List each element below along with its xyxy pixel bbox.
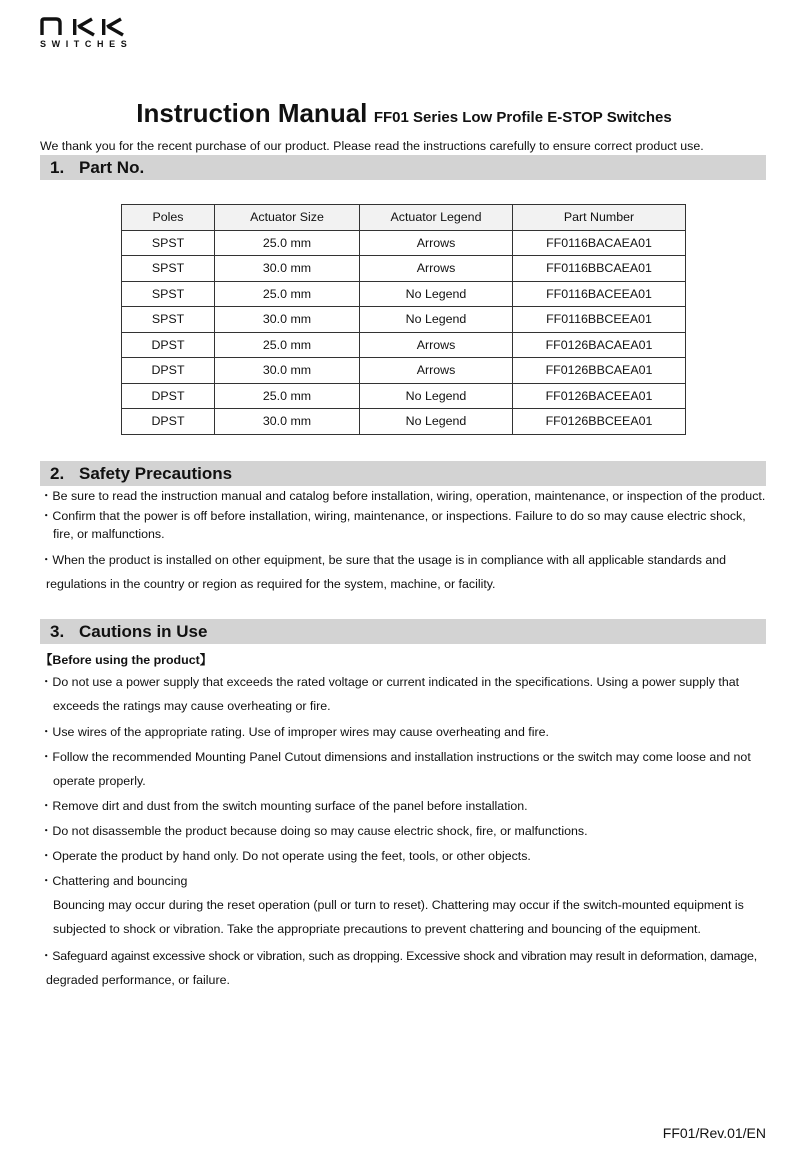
table-row [122,281,686,307]
table-row [122,307,686,333]
table-cell: FF0116BBCEEA01 [513,307,686,333]
nkk-logo-icon [40,17,140,37]
section-title: Part No. [79,158,145,177]
table-row [122,332,686,358]
table-cell: DPST [122,409,215,435]
table-cell: Arrows [360,230,513,256]
caution-line: ・Follow the recommended Mounting Panel Cutout dimensions and installation instructions or the switch may come loose and not [40,750,751,764]
safety-item-line: ・Confirm that the power is off before installation, wiring, maintenance, or inspections. Failure to do so may cause electric shock, [40,509,746,523]
table-cell: FF0116BBCAEA01 [513,256,686,282]
caution-item: ・Remove dirt and dust from the switch mounting surface of the panel before installation. [40,799,528,813]
logo-subtitle: SWITCHES [40,39,133,49]
table-cell: 25.0 mm [215,332,360,358]
title-sub: FF01 Series Low Profile E-STOP Switches [373,109,672,126]
table-cell: FF0126BBCAEA01 [513,358,686,384]
table-cell: Arrows [360,358,513,384]
table-cell: DPST [122,383,215,409]
safety-item [40,548,768,596]
table-cell: 30.0 mm [215,307,360,333]
table-cell: Arrows [360,332,513,358]
table-cell: FF0126BACAEA01 [513,332,686,358]
table-row [122,383,686,409]
document-id: FF01/Rev.01/EN [662,1125,766,1141]
table-cell: 25.0 mm [215,383,360,409]
table-cell: SPST [122,256,215,282]
table-cell: SPST [122,281,215,307]
caution-line: degraded performance, or failure. [46,973,230,987]
caution-item: ・Operate the product by hand only. Do not operate using the feet, tools, or other objects. [40,849,531,863]
page-title [0,98,808,129]
section-title: Safety Precautions [79,464,233,483]
table-header-row [122,205,686,231]
caution-line: ・Safeguard against excessive shock or vibration, such as dropping. Excessive shock and vibration may result in deformation, damage, [40,949,757,963]
caution-line: Bouncing may occur during the reset operation (pull or turn to reset). Chattering may occur if the switch-mounted equipment is [53,898,744,912]
table-cell: 25.0 mm [215,281,360,307]
table-cell: SPST [122,230,215,256]
caution-line: exceeds the ratings may cause overheating or fire. [53,699,331,713]
table-cell: SPST [122,307,215,333]
table-row [122,409,686,435]
table-cell: 30.0 mm [215,256,360,282]
nkk-logo [40,17,144,51]
caution-item [40,745,768,793]
intro-text: We thank you for the recent purchase of our product. Please read the instructions carefully to ensure correct product use. [40,139,704,153]
column-header: Poles [122,205,215,231]
table-row [122,358,686,384]
caution-item [40,869,768,941]
table-cell: DPST [122,358,215,384]
table-cell: No Legend [360,383,513,409]
section-number: 2. [50,464,65,483]
safety-item-line: regulations in the country or region as required for the system, machine, or facility. [46,577,496,591]
section-safety-precautions [40,461,766,486]
caution-line: ・Chattering and bouncing [40,874,188,888]
table-cell: FF0116BACAEA01 [513,230,686,256]
table-cell: FF0126BACEEA01 [513,383,686,409]
section-cautions-in-use [40,619,766,644]
caution-item [40,944,768,992]
table-row [122,230,686,256]
caution-item [40,670,768,718]
table-cell: 30.0 mm [215,409,360,435]
section-number: 1. [50,158,65,177]
section-title: Cautions in Use [79,622,208,641]
table-row [122,256,686,282]
table-cell: No Legend [360,281,513,307]
caution-line: ・Do not use a power supply that exceeds the rated voltage or current indicated in the specifications. Using a power supply that [40,675,740,689]
part-number-table [121,204,686,435]
table-cell: 30.0 mm [215,358,360,384]
section-part-no [40,155,766,180]
table-cell: FF0116BACEEA01 [513,281,686,307]
table-cell: 25.0 mm [215,230,360,256]
section-number: 3. [50,622,65,641]
table-cell: No Legend [360,307,513,333]
title-main: Instruction Manual [136,98,368,128]
column-header: Part Number [513,205,686,231]
safety-item: ・Be sure to read the instruction manual and catalog before installation, wiring, operation, maintenance, or inspection of the product. [40,489,766,503]
table-cell: No Legend [360,409,513,435]
table-cell: FF0126BBCEEA01 [513,409,686,435]
caution-line: operate properly. [53,774,146,788]
safety-item [40,507,768,543]
column-header: Actuator Legend [360,205,513,231]
before-use-subheading: 【Before using the product】 [40,653,213,667]
caution-item: ・Do not disassemble the product because doing so may cause electric shock, fire, or malfunctions. [40,824,588,838]
table-cell: DPST [122,332,215,358]
caution-line: subjected to shock or vibration. Take the appropriate precautions to prevent chattering and bouncing of the equipment. [53,922,701,936]
safety-item-line: ・When the product is installed on other equipment, be sure that the usage is in compliance with all applicable standards and [40,553,727,567]
table-cell: Arrows [360,256,513,282]
caution-item: ・Use wires of the appropriate rating. Use of improper wires may cause overheating and fire. [40,725,549,739]
safety-item-line: fire, or malfunctions. [53,527,165,541]
column-header: Actuator Size [215,205,360,231]
